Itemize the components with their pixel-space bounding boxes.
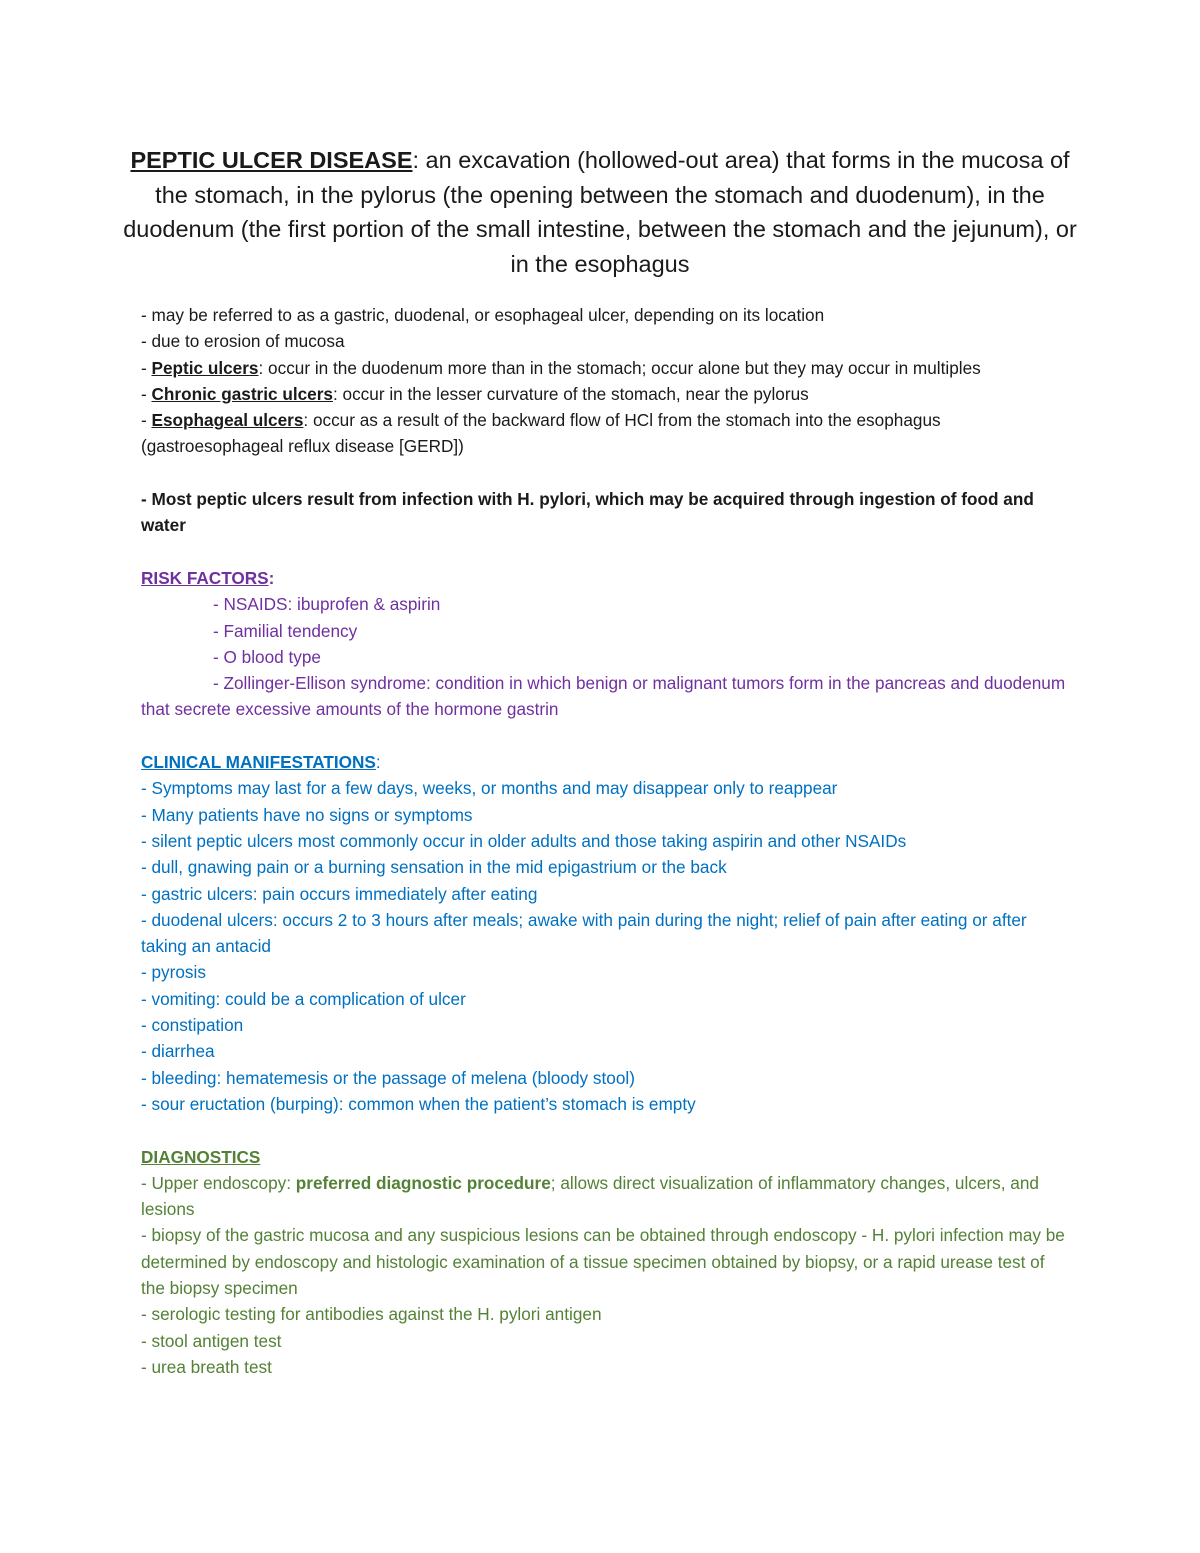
clinical-item: - bleeding: hematemesis or the passage of melena (bloody stool) xyxy=(141,1067,635,1088)
clinical-heading: CLINICAL MANIFESTATIONS xyxy=(141,752,376,773)
diagnostics-section xyxy=(141,1144,1066,1381)
diagnostics-item: - urea breath test xyxy=(141,1356,272,1377)
diagnostics-item-endoscopy: - Upper endoscopy: preferred diagnostic procedure; allows direct visualization of inflammatory changes, ulcers, and lesions xyxy=(141,1172,1039,1220)
clinical-item: - dull, gnawing pain or a burning sensation in the mid epigastrium or the back xyxy=(141,857,727,878)
intro-line-erosion: - due to erosion of mucosa xyxy=(141,331,345,352)
esophageal-text: : occur as a result of the backward flow of HCl from the stomach into the esophagus (gastroesophageal reflux disease [GERD]) xyxy=(141,410,941,457)
clinical-section xyxy=(141,749,1066,1117)
clinical-item: - sour eructation (burping): common when the patient’s stomach is empty xyxy=(141,1093,696,1114)
risk-factors-heading-line: RISK FACTORS: xyxy=(141,567,275,588)
peptic-ulcers-label: Peptic ulcers xyxy=(151,357,259,378)
intro-section xyxy=(141,302,1066,539)
clinical-item: - gastric ulcers: pain occurs immediately after eating xyxy=(141,883,538,904)
diagnostics-item: - biopsy of the gastric mucosa and any suspicious lesions can be obtained through endoscopy - H. pylori infection may be determined by endoscopy and histologic examination of a tissue specimen obtained by biopsy, or a rapid urease test of the biopsy specimen xyxy=(141,1225,1065,1298)
intro-line-chronic: - Chronic gastric ulcers: occur in the lesser curvature of the stomach, near the pylorus xyxy=(141,383,809,404)
risk-factors-section xyxy=(141,565,1066,723)
hpylori-note: - Most peptic ulcers result from infection with H. pylori, which may be acquired through ingestion of food and water xyxy=(141,489,1034,536)
clinical-item: - vomiting: could be a complication of ulcer xyxy=(141,988,466,1009)
esophageal-label: Esophageal ulcers xyxy=(151,410,304,431)
clinical-item: - diarrhea xyxy=(141,1041,215,1062)
title-block xyxy=(120,143,1080,281)
risk-factors-heading: RISK FACTORS xyxy=(141,567,269,588)
diagnostics-item: - serologic testing for antibodies against the H. pylori antigen xyxy=(141,1304,602,1325)
chronic-gastric-label: Chronic gastric ulcers xyxy=(151,383,333,404)
chronic-gastric-text: : occur in the lesser curvature of the stomach, near the pylorus xyxy=(332,383,809,404)
clinical-item: - Symptoms may last for a few days, weeks, or months and may disappear only to reappear xyxy=(141,778,838,799)
risk-item: - Zollinger-Ellison syndrome: condition in which benign or malignant tumors form in the pancreas and duodenum that secrete excessive amounts of the hormone gastrin xyxy=(141,673,1066,720)
clinical-heading-line: CLINICAL MANIFESTATIONS: xyxy=(141,752,381,773)
diagnostics-heading-line xyxy=(141,1144,1066,1170)
clinical-item: - duodenal ulcers: occurs 2 to 3 hours after meals; awake with pain during the night; relief of pain after eating or after taking an antacid xyxy=(141,909,1027,957)
clinical-item: - pyrosis xyxy=(141,962,206,983)
endoscopy-emphasis: preferred diagnostic procedure xyxy=(295,1172,551,1193)
diagnostics-heading: DIAGNOSTICS xyxy=(141,1146,261,1167)
title-definition: : an excavation (hollowed-out area) that forms in the mucosa of the stomach, in the pylorus (the opening between the stomach and duodenum), in the duodenum (the first portion of the small intestine, between the stomach and the jejunum), or in the esophagus xyxy=(123,147,1077,277)
risk-item: - Familial tendency xyxy=(213,620,358,641)
clinical-item: - constipation xyxy=(141,1015,244,1036)
clinical-item: - silent peptic ulcers most commonly occur in older adults and those taking aspirin and other NSAIDs xyxy=(141,830,907,851)
risk-item: - O blood type xyxy=(213,646,321,667)
intro-line-peptic: - Peptic ulcers: occur in the duodenum more than in the stomach; occur alone but they may occur in multiples xyxy=(141,357,981,378)
peptic-ulcers-text: : occur in the duodenum more than in the stomach; occur alone but they may occur in multiples xyxy=(258,357,981,378)
title-term: PEPTIC ULCER DISEASE xyxy=(130,147,413,173)
intro-line-location: - may be referred to as a gastric, duodenal, or esophageal ulcer, depending on its location xyxy=(141,305,825,325)
intro-line-esophageal: - Esophageal ulcers: occur as a result of the backward flow of HCl from the stomach into the esophagus (gastroesophageal reflux disease [GERD]) xyxy=(141,410,941,457)
clinical-item: - Many patients have no signs or symptoms xyxy=(141,804,473,825)
body-block xyxy=(141,302,1066,1380)
diagnostics-item: - stool antigen test xyxy=(141,1330,282,1351)
risk-item: - NSAIDS: ibuprofen & aspirin xyxy=(213,594,441,615)
